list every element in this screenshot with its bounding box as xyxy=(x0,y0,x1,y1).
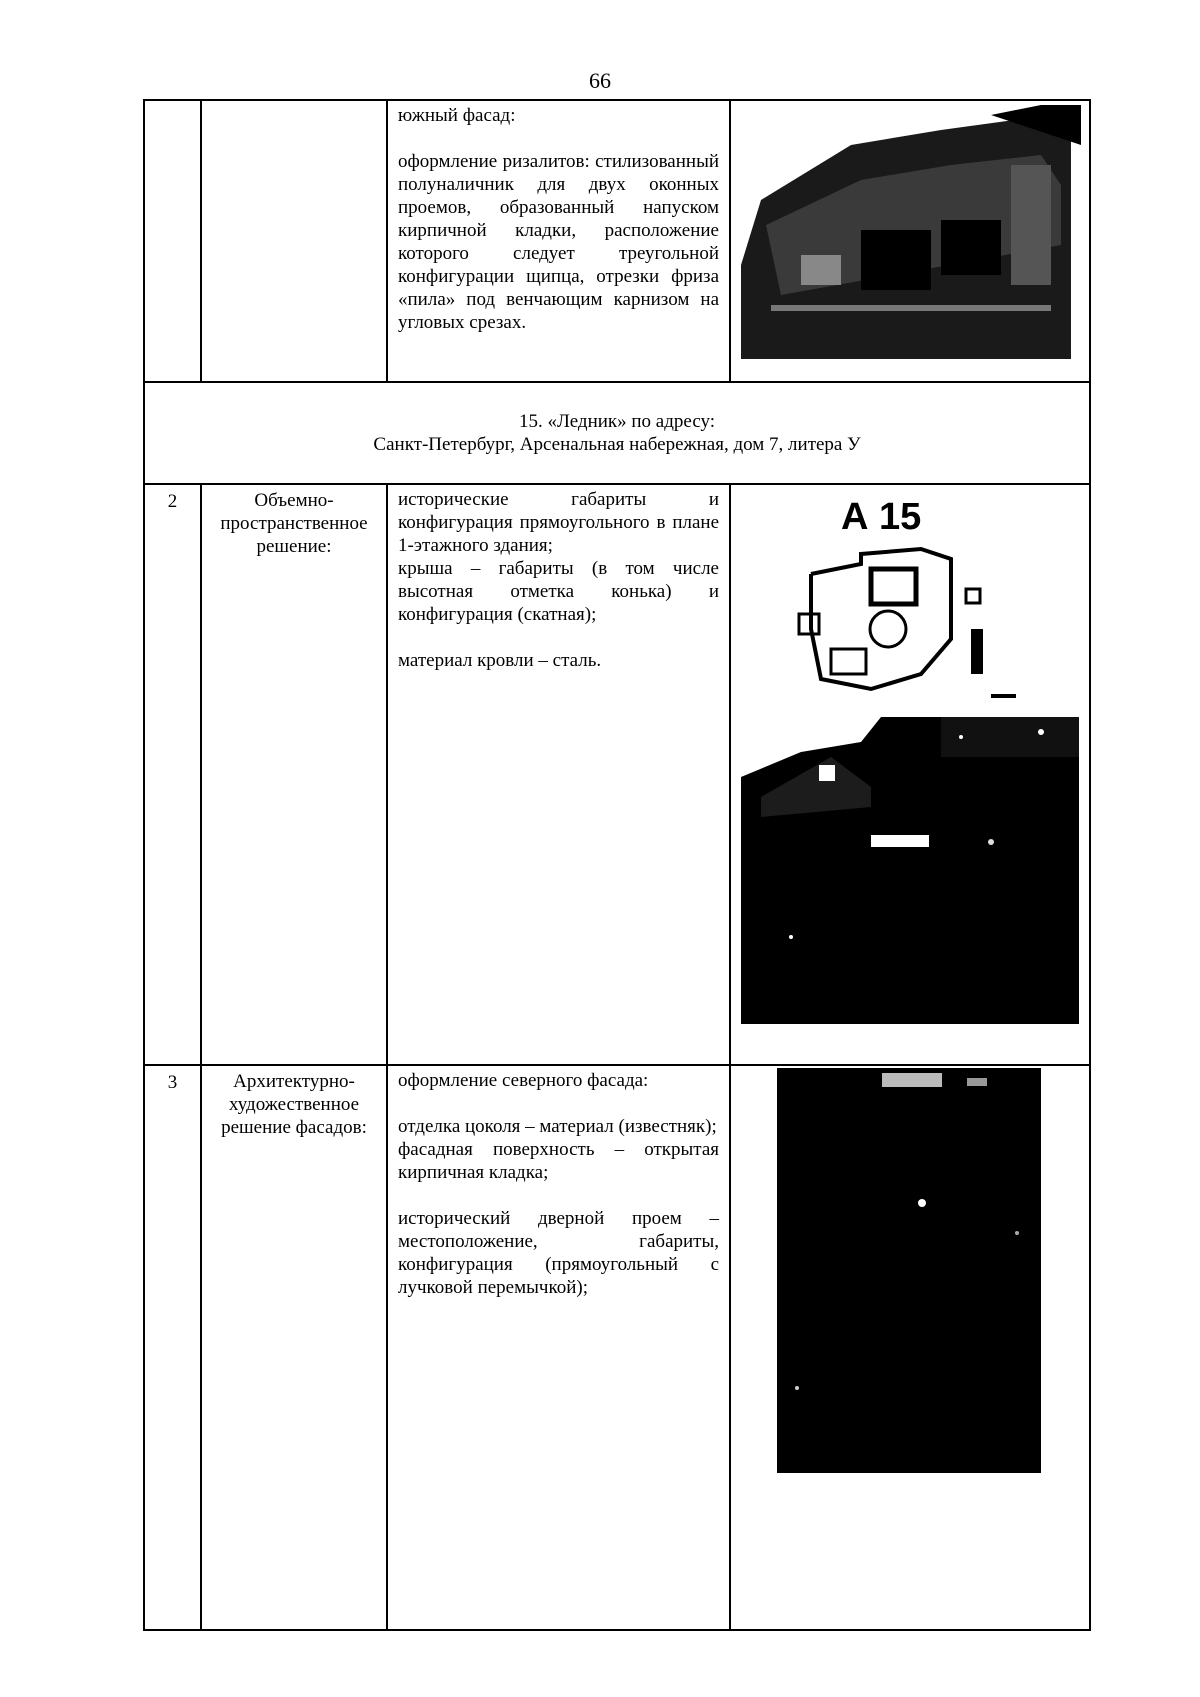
section-title-row xyxy=(144,382,1090,484)
object-title: 15. «Ледник» по адресу: xyxy=(518,411,716,432)
description-line: южный фасад: xyxy=(398,105,516,126)
description-line: оформление ризалитов: стилизованный полуналичник для двух оконных проемов, образованный напуском кирпичной кладки, расположение которого следует треугольной конфигурации щипца, отрезки фриза «пила» под венчающим карнизом на угловых срезах. xyxy=(398,151,719,333)
description-line: фасадная поверхность – открытая кирпичная кладка; xyxy=(398,1139,719,1183)
description-line: материал кровли – сталь. xyxy=(398,650,602,671)
table-row xyxy=(144,484,1090,1065)
document-table xyxy=(143,99,1091,1631)
row-number-cell: 2 xyxy=(144,484,201,1065)
row-description-cell xyxy=(387,100,730,382)
description-line: отделка цоколя – материал (известняк); xyxy=(398,1116,717,1137)
description-line: исторический дверной проем – местоположение, габариты, конфигурация (прямоугольный с лучковой перемычкой); xyxy=(398,1208,719,1298)
site-plan-image xyxy=(791,489,1021,704)
table-row xyxy=(144,100,1090,382)
description-line: крыша – габариты (в том числе высотная отметка конька) и конфигурация (скатная); xyxy=(398,558,719,625)
north-facade-photo xyxy=(777,1068,1041,1473)
row-number-cell xyxy=(144,100,201,382)
row-heading-cell: Архитектурно-художественное решение фасадов: xyxy=(201,1065,387,1630)
row-heading-cell: Объемно-пространственное решение: xyxy=(201,484,387,1065)
description-line: оформление северного фасада: xyxy=(398,1070,649,1091)
glacier-building-photo xyxy=(741,717,1079,1024)
row-photo-cell xyxy=(730,484,1090,1065)
south-facade-photo xyxy=(741,105,1081,359)
table-row xyxy=(144,1065,1090,1630)
row-number-cell: 3 xyxy=(144,1065,201,1630)
page-number: 66 xyxy=(589,68,611,93)
description-line: исторические габариты и конфигурация прямоугольного в плане 1-этажного здания; xyxy=(398,489,719,556)
row-description-cell xyxy=(387,484,730,1065)
row-photo-cell xyxy=(730,1065,1090,1630)
row-heading-cell xyxy=(201,100,387,382)
row-description-cell xyxy=(387,1065,730,1630)
row-photo-cell xyxy=(730,100,1090,382)
object-address: Санкт-Петербург, Арсенальная набережная, дом 7, литера У xyxy=(373,434,861,455)
plan-label: А 15 xyxy=(841,496,922,538)
section-title xyxy=(144,382,1090,484)
